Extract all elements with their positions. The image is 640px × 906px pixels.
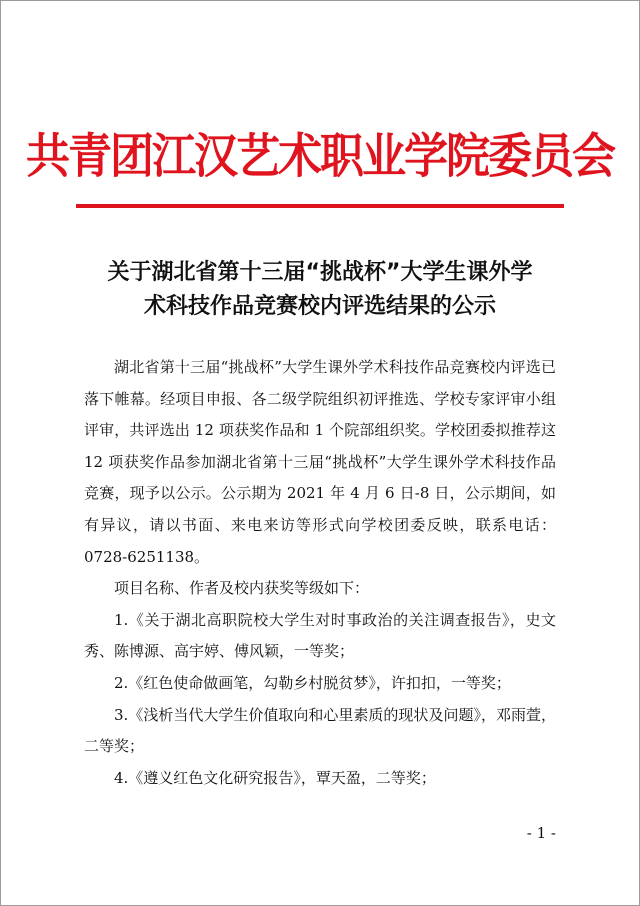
document-title-line-2: 术科技作品竞赛校内评选结果的公示 [143,294,496,319]
intro-paragraph: 湖北省第十三届“挑战杯”大学生课外学术科技作品竞赛校内评选已落下帷幕。经项目申报、各二级学院组织初评推选、学校专家评审小组评审，共评选出 12 项获奖作品和 1 个院部组织奖。学校团委拟推荐这 12 项获奖作品参加湖北省第十三届“挑战杯”大学生课外学术科技作品竞赛，现予以公示。公示期为 2021 年 4 月 6 日-8 日，公示期间，如有异议，请以书面、来电来访等形式向学校团委反映，联系电话：0728-6251138。 [84,358,556,566]
award-list-item: 1.《关于湖北高职院校大学生对时事政治的关注调查报告》，史文秀、陈博源、高宇婷、傅风颖，一等奖； [84,610,556,661]
award-list-item: 4.《遵义红色文化研究报告》，覃天盈，二等奖； [114,768,436,787]
document-title-line-1: 关于湖北省第十三届“挑战杯”大学生课外学 [107,260,533,285]
award-list-item: 2.《红色使命做画笔，勾勒乡村脱贫梦》，许扣扣，一等奖； [114,673,511,692]
page-number: - 1 - [526,824,556,842]
organization-header: 共青团江汉艺术职业学院委员会 [26,129,614,185]
list-intro-paragraph: 项目名称、作者及校内获奖等级如下： [114,579,370,598]
document-title [60,256,580,324]
header-divider [76,204,564,208]
award-list-item: 3.《浅析当代大学生价值取向和心里素质的现状及问题》，邓雨萱，二等奖； [84,705,556,756]
document-body [84,352,556,794]
